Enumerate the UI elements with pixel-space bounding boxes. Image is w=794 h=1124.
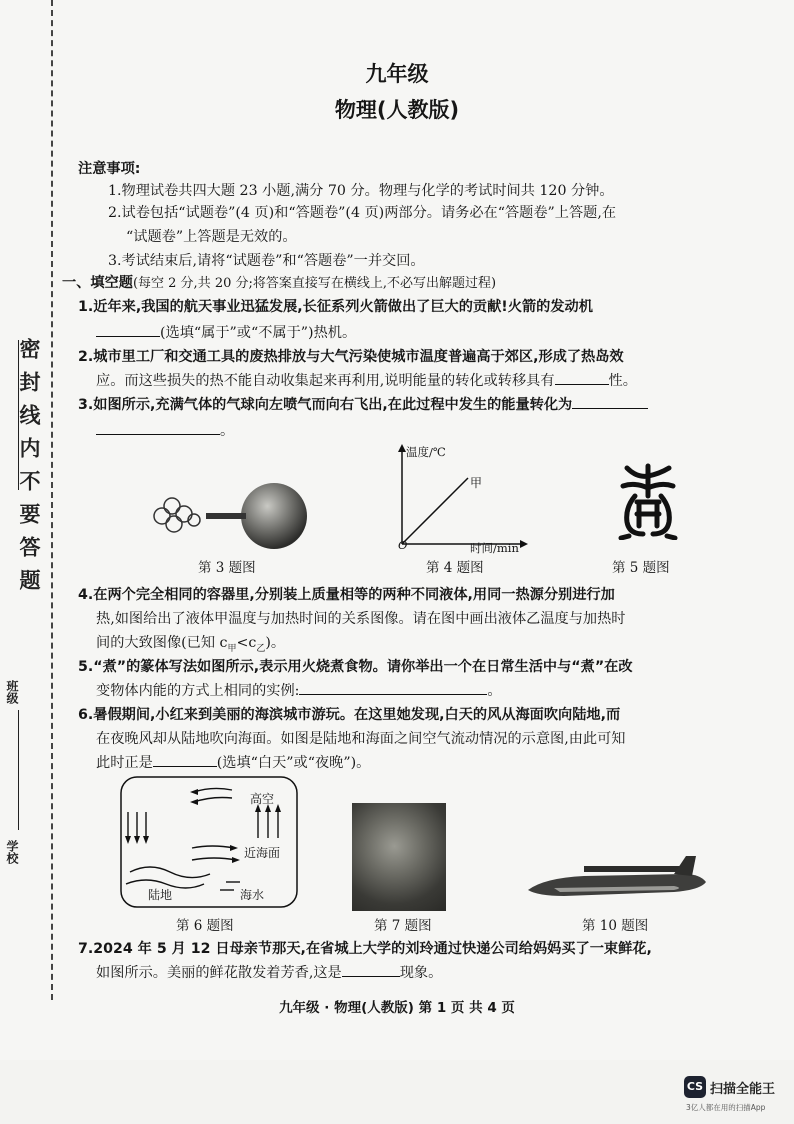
camscanner-name: 扫描全能王	[710, 1082, 776, 1097]
q6-answer-blank[interactable]	[153, 752, 217, 767]
note-2b: “试题卷”上答题是无效的。	[126, 229, 297, 245]
fig5-seal-script-zhu	[615, 462, 681, 540]
q5-answer-blank[interactable]	[299, 680, 487, 695]
q2-answer-blank[interactable]	[555, 370, 609, 385]
q3-text: 3.如图所示,充满气体的气球向左喷气而向右飞出,在此过程中发生的能量转化为	[78, 397, 573, 413]
q3-answer-blank-1[interactable]	[572, 394, 648, 409]
q7-line-2	[96, 962, 794, 984]
notes-heading: 注意事项:	[78, 161, 141, 177]
q3-text-end: 。	[220, 423, 235, 439]
q3-line-1	[78, 394, 778, 416]
q6-line-2: 在夜晚风却从陆地吹向海面。如图是陆地和海面之间空气流动情况的示意图,由此可知	[96, 731, 626, 747]
page-footer: 九年级 · 物理(人教版) 第 1 页 共 4 页	[279, 1000, 515, 1016]
section-1-desc: (每空 2 分,共 20 分;将答案直接写在横线上,不必写出解题过程)	[132, 276, 497, 291]
fig4-x-label: 时间/min	[470, 541, 519, 555]
q1-line-2	[96, 322, 794, 344]
q5-line-1: 5.“煮”的篆体写法如图所示,表示用火烧煮食物。请你举出一个在日常生活中与“煮”在改	[78, 659, 633, 675]
subject-title: 物理(人教版)	[334, 98, 460, 122]
q5-text-end: 。	[487, 683, 502, 699]
fig4-y-arrow	[398, 444, 406, 452]
q3-line-2	[96, 420, 794, 442]
fig6-label-high: 高空	[250, 792, 275, 806]
balloon-nozzle	[206, 513, 246, 519]
fig7-caption: 第 7 题图	[374, 918, 432, 934]
q4-sub-jia: 甲	[227, 643, 237, 654]
q4-text: 间的大致图像(已知 c	[96, 635, 228, 651]
q6-line-3	[96, 752, 794, 774]
camscanner-logo-icon: CS	[684, 1076, 706, 1098]
fig10-seaplane-image	[524, 852, 710, 908]
fig5-caption: 第 5 题图	[612, 560, 670, 576]
q4-line-1: 4.在两个完全相同的容器里,分别装上质量相等的两种不同液体,用同一热源分别进行加	[78, 587, 615, 603]
q2-text-end: 性。	[608, 373, 637, 389]
fig6-label-near-sea: 近海面	[244, 846, 281, 860]
camscanner-tagline: 3亿人都在用的扫描App	[686, 1103, 766, 1112]
plane-fuselage	[528, 874, 706, 896]
note-1: 1.物理试卷共四大题 23 小题,满分 70 分。物理与化学的考试时间共 120 分钟。	[108, 183, 614, 199]
section-1-title: 一、填空题	[62, 275, 133, 291]
class-field-line	[18, 340, 19, 490]
fig4-origin: O	[398, 538, 408, 552]
q1-text: (选填“属于”或“不属于”)热机。	[160, 325, 357, 341]
fig6-label-land: 陆地	[148, 888, 173, 902]
q1-line-1: 1.近年来,我国的航天事业迅猛发展,长征系列火箭做出了巨大的贡献!火箭的发动机	[78, 299, 593, 315]
fig7-flower-bouquet-photo	[352, 803, 446, 911]
binding-dashed-line	[51, 0, 53, 1000]
note-3: 3.考试结束后,请将“试题卷”和“答题卷”一并交回。	[108, 253, 425, 269]
q6-text-end: (选填“白天”或“夜晚”)。	[216, 755, 371, 771]
q6-line-1: 6.暑假期间,小红来到美丽的海滨城市游玩。在这里她发现,白天的风从海面吹向陆地,而	[78, 707, 621, 723]
q2-text: 应。而这些损失的热不能自动收集起来再利用,说明能量的转化或转移具有	[96, 373, 555, 389]
q2-line-2	[96, 370, 794, 392]
note-2a: 2.试卷包括“试题卷”(4 页)和“答题卷”(4 页)两部分。请务必在“答题卷”上答题,在	[108, 205, 617, 221]
q6-text: 此时正是	[96, 755, 153, 771]
fig3-balloon-figure	[150, 480, 320, 556]
q4-sub-yi: 乙	[256, 643, 266, 654]
fig10-caption: 第 10 题图	[582, 918, 649, 934]
fig6-label-sea: 海水	[240, 888, 265, 902]
fig4-y-label: 温度/℃	[406, 445, 446, 459]
section-1-header	[62, 272, 762, 295]
air-puff	[154, 498, 200, 532]
q4-text-end: )。	[265, 635, 286, 651]
q4-line-2: 热,如图给出了液体甲温度与加热时间的关系图像。请在图中画出液体乙温度与加热时	[96, 611, 626, 627]
q5-text: 变物体内能的方式上相同的实例:	[96, 683, 300, 699]
q5-line-2	[96, 680, 794, 702]
q2-line-1: 2.城市里工厂和交通工具的废热排放与大气污染使城市温度普遍高于郊区,形成了热岛效	[78, 349, 624, 365]
fig3-caption: 第 3 题图	[198, 560, 256, 576]
q4-less-than: <c	[236, 635, 257, 651]
q7-text: 如图所示。美丽的鲜花散发着芳香,这是	[96, 965, 342, 981]
school-label: 学校	[5, 840, 19, 864]
binding-fields	[0, 300, 50, 880]
q1-answer-blank[interactable]	[96, 322, 160, 337]
q7-text-end: 现象。	[399, 965, 443, 981]
class-label: 班级	[5, 680, 19, 704]
q3-answer-blank-2[interactable]	[96, 420, 220, 435]
q7-line-1: 7.2024 年 5 月 12 日母亲节那天,在省城上大学的刘玲通过快递公司给妈妈买了一束鲜花,	[78, 941, 652, 957]
q7-answer-blank[interactable]	[342, 962, 400, 977]
grade-title: 九年级	[365, 62, 429, 86]
fig6-caption: 第 6 题图	[176, 918, 234, 934]
fig4-x-arrow	[520, 540, 528, 548]
school-field-line	[18, 710, 19, 830]
fig4-caption: 第 4 题图	[426, 560, 484, 576]
plane-wing	[584, 866, 680, 872]
fig4-series-label: 甲	[470, 476, 483, 490]
fig4-series-jia-line	[402, 478, 468, 544]
balloon-body	[241, 483, 307, 549]
seal-text: 密封线内不要答题	[17, 338, 41, 602]
